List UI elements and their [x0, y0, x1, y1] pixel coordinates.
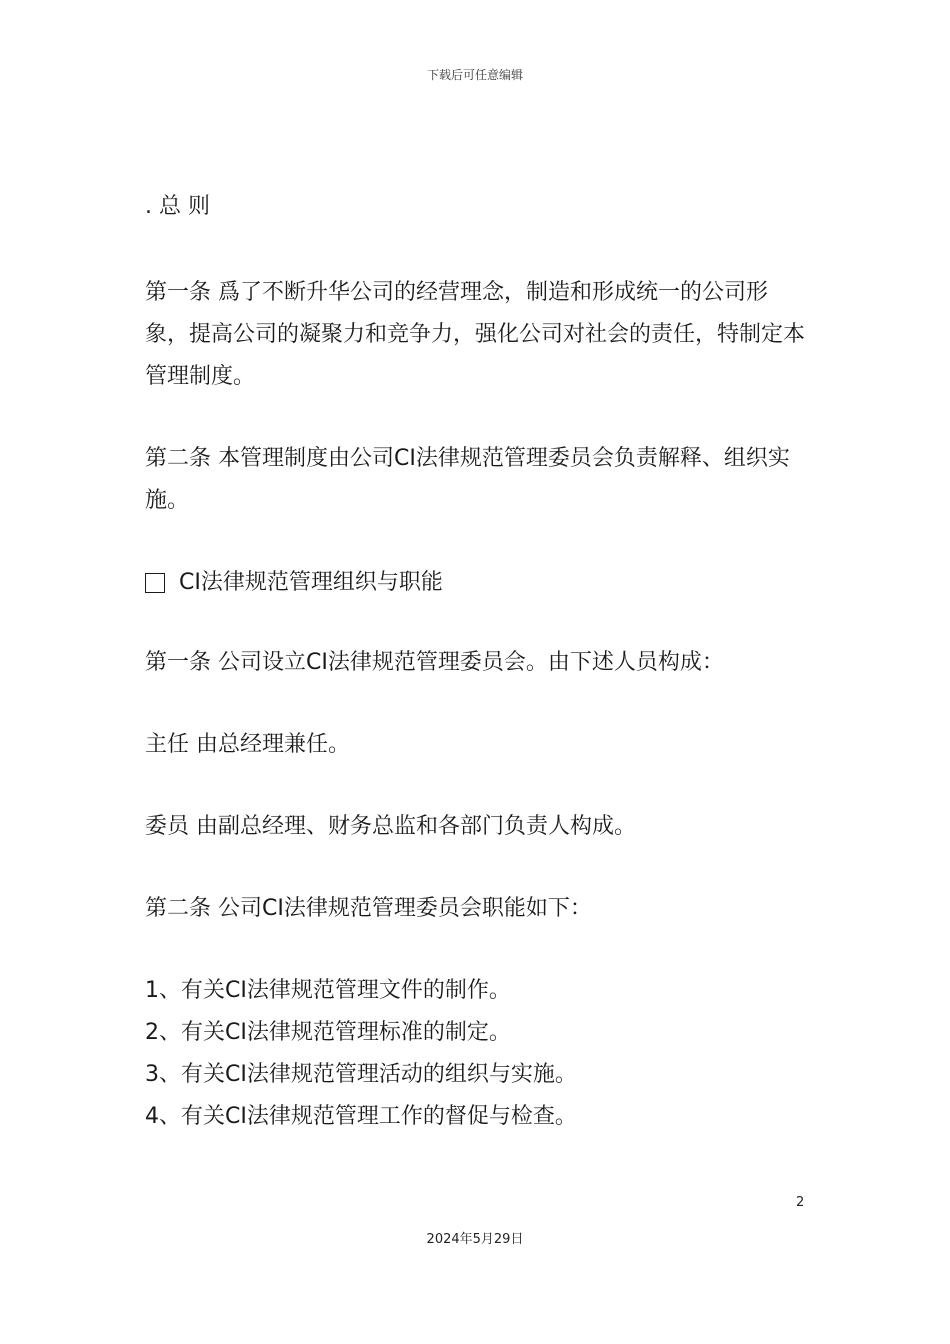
article-1-purpose: 第一条 爲了不断升华公司的经营理念，制造和形成统一的公司形象，提高公司的凝聚力和竞争力，强化公司对社会的责任，特制定本管理制度。	[145, 280, 806, 389]
footer-date: 2024年5月29日	[426, 1232, 524, 1247]
section-title-general: . 总 则	[145, 194, 210, 219]
list-item: 4、有关CI法律规范管理工作的督促与检查。	[145, 1104, 577, 1129]
duties-list	[145, 970, 810, 1138]
page-number: 2	[796, 1195, 805, 1210]
list-item: 3、有关CI法律规范管理活动的组织与实施。	[145, 1062, 577, 1087]
article-2-interpretation: 第二条 本管理制度由公司CI法律规范管理委员会负责解释、组织实施。	[145, 446, 790, 513]
list-item: 2、有关CI法律规范管理标准的制定。	[145, 1020, 511, 1045]
article-1-committee: 第一条 公司设立CI法律规范管理委员会。由下述人员构成：	[145, 650, 724, 675]
header-note: 下载后可任意编辑	[426, 68, 523, 82]
committee-chair: 主任 由总经理兼任。	[145, 732, 350, 757]
list-item: 1、有关CI法律规范管理文件的制作。	[145, 978, 511, 1003]
committee-members: 委员 由副总经理、财务总监和各部门负责人构成。	[145, 814, 636, 839]
section-title-organization	[145, 562, 810, 604]
checkbox-icon	[145, 573, 165, 593]
section-title-organization-text: CI法律规范管理组织与职能	[179, 570, 443, 595]
document-body	[145, 186, 810, 1138]
article-2-duties: 第二条 公司CI法律规范管理委员会职能如下：	[145, 896, 592, 921]
